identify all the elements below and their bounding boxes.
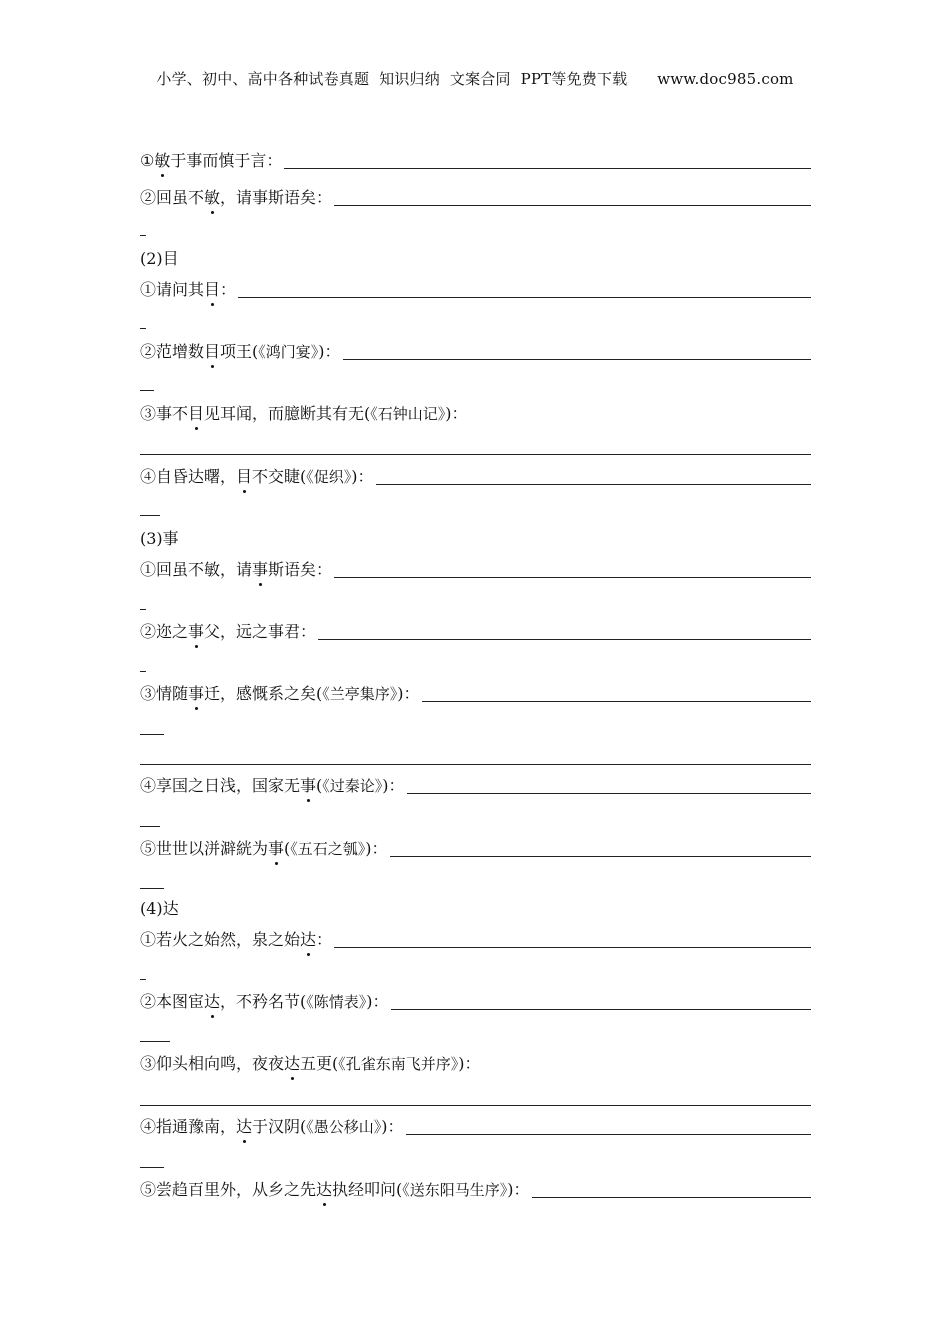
item-block [140, 1179, 811, 1201]
answer-blank[interactable] [334, 576, 811, 578]
answer-blank[interactable] [140, 453, 811, 455]
section-title: (3)事 [140, 529, 179, 548]
item-block [140, 775, 811, 797]
item-block [140, 683, 811, 705]
question-text: ⑤世世以洴澼絖为事(《五石之瓠》)： [140, 839, 388, 858]
answer-blank-continuation[interactable] [140, 608, 146, 610]
answer-blank[interactable] [318, 638, 811, 640]
question-text: ①请问其目： [140, 280, 237, 299]
item-block [140, 279, 811, 301]
answer-blank-continuation[interactable] [140, 1040, 170, 1042]
question-text: ①敏于事而慎于言： [140, 151, 283, 170]
item-block [140, 838, 811, 860]
question-text: ④指通豫南，达于汉阴(《愚公移山》)： [140, 1117, 404, 1136]
item-block [140, 559, 811, 581]
item-block [140, 466, 811, 488]
question-text: ⑤尝趋百里外，从乡之先达执经叩问(《送东阳马生序》)： [140, 1180, 530, 1199]
item-block [140, 187, 811, 209]
answer-blank[interactable] [334, 946, 811, 948]
answer-blank-continuation[interactable] [140, 514, 160, 516]
item-block [140, 621, 811, 643]
question-text: ③情随事迁，感慨系之矣(《兰亭集序》)： [140, 684, 420, 703]
question-text: ②迩之事父，远之事君： [140, 622, 317, 641]
answer-blank-continuation[interactable] [140, 389, 154, 391]
question-text: ②本图宦达，不矜名节(《陈情表》)： [140, 992, 389, 1011]
answer-blank[interactable] [140, 763, 811, 765]
item-block [140, 341, 811, 363]
answer-blank[interactable] [407, 792, 811, 794]
answer-blank[interactable] [532, 1196, 811, 1198]
answer-blank[interactable] [422, 700, 811, 702]
answer-blank-continuation[interactable] [140, 327, 146, 329]
item-block [140, 150, 811, 172]
answer-blank-continuation[interactable] [140, 1166, 164, 1168]
answer-blank[interactable] [391, 1008, 811, 1010]
question-text: ②回虽不敏，请事斯语矣： [140, 188, 333, 207]
answer-blank[interactable] [334, 204, 811, 206]
question-text: ①若火之始然，泉之始达： [140, 930, 333, 949]
item-block [140, 403, 811, 425]
answer-blank[interactable] [284, 167, 811, 169]
answer-blank-continuation[interactable] [140, 978, 146, 980]
answer-blank[interactable] [406, 1133, 811, 1135]
section-title: (2)目 [140, 249, 179, 268]
section-title: (4)达 [140, 899, 179, 918]
item-block [140, 1116, 811, 1138]
answer-blank[interactable] [390, 855, 811, 857]
item-block [140, 991, 811, 1013]
question-text: ③事不目见耳闻，而臆断其有无(《石钟山记》)： [140, 404, 468, 423]
answer-blank[interactable] [343, 358, 811, 360]
answer-blank[interactable] [238, 296, 811, 298]
answer-blank-continuation[interactable] [140, 670, 146, 672]
answer-blank-continuation[interactable] [140, 733, 164, 735]
answer-blank-continuation[interactable] [140, 234, 146, 236]
page-header: 小学、初中、高中各种试卷真题 知识归纳 文案合同 PPT等免费下载 www.doc985.com [156, 70, 794, 88]
question-text: ①回虽不敏，请事斯语矣： [140, 560, 333, 579]
question-text: ④自昏达曙，目不交睫(《促织》)： [140, 467, 374, 486]
answer-blank-continuation[interactable] [140, 825, 160, 827]
question-text: ④享国之日浅，国家无事(《过秦论》)： [140, 776, 405, 795]
answer-blank[interactable] [140, 1104, 811, 1106]
item-block [140, 929, 811, 951]
question-text: ②范增数目项王(《鸿门宴》)： [140, 342, 341, 361]
item-block [140, 1053, 811, 1075]
answer-blank-continuation[interactable] [140, 887, 164, 889]
answer-blank[interactable] [376, 483, 811, 485]
question-text: ③仰头相向鸣，夜夜达五更(《孔雀东南飞并序》)： [140, 1054, 481, 1073]
